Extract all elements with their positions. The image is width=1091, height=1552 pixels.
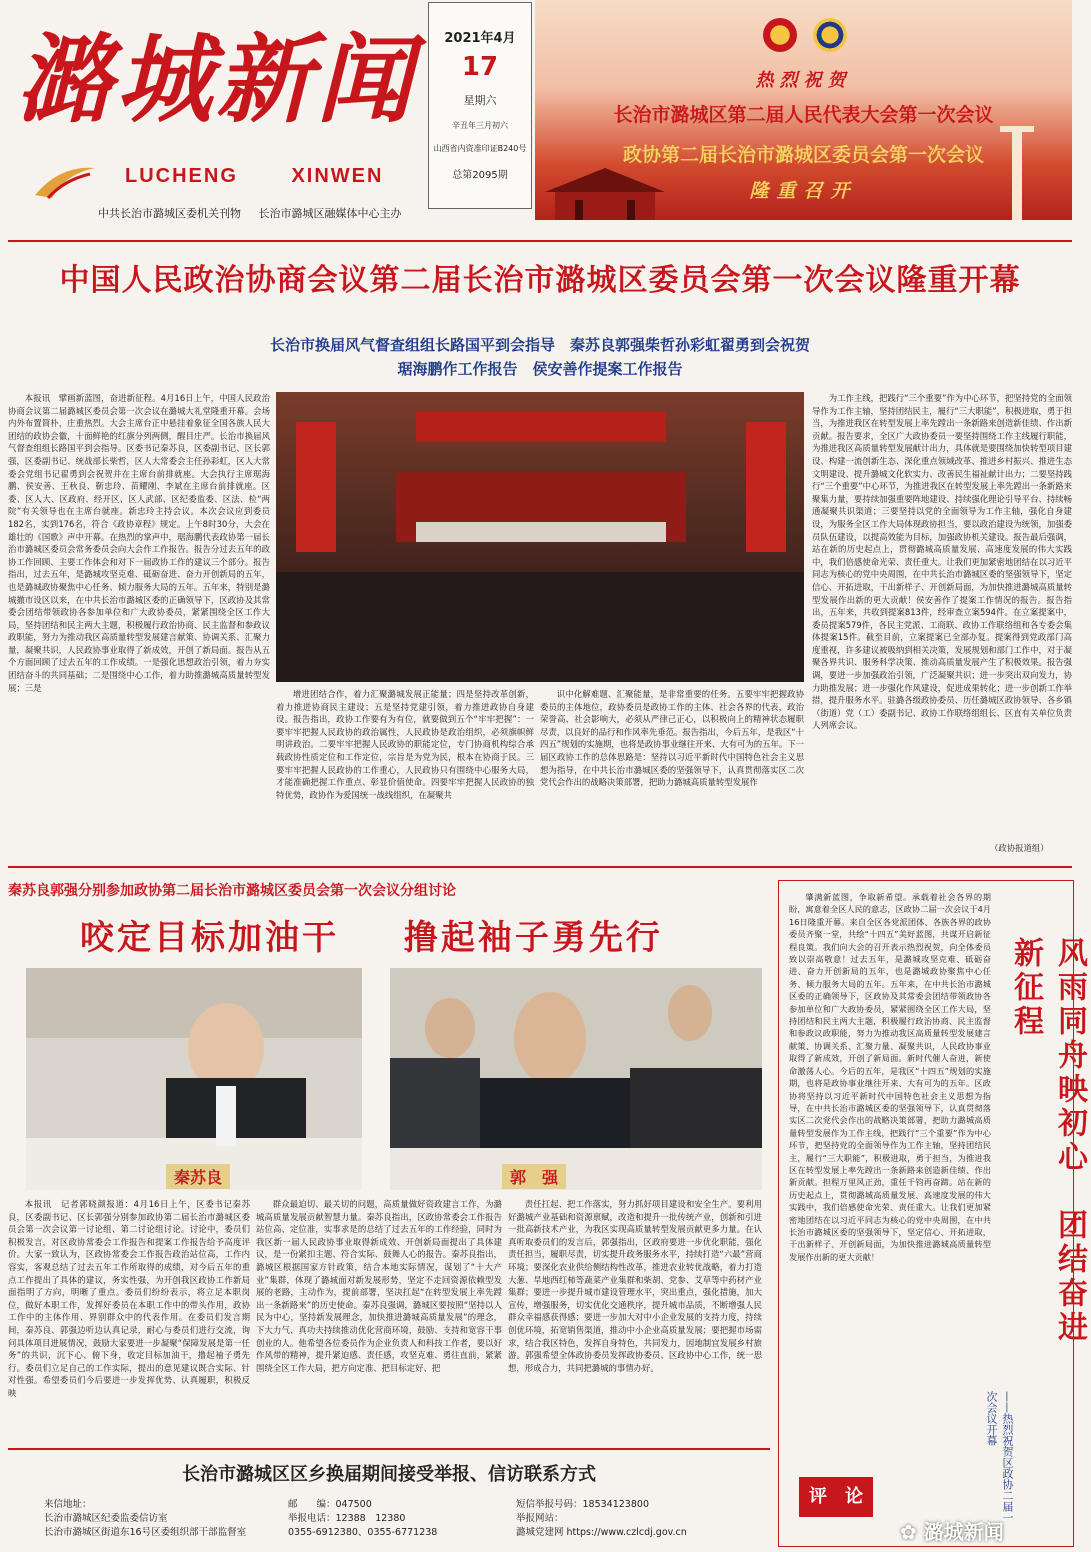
logo-swoosh-icon [30,160,100,200]
watermark [900,1516,1004,1545]
national-emblem-icon [763,18,797,52]
lead-column-4-text: 为工作主线，把践行“三个重要”作为中心环节，把坚持党的全面领导作为工作主轴，坚持团结民主，履行“三大职能”，积极进取，勇于担当，为推进我区在转型发展上率先蹚出一条新路来创造新佳绩、作出新贡献。报告要求，全区广大政协委员一要坚持围绕工作主线履行职能，为推进我区高质量转型发展献计出力，具体就是要围绕加快转型项目建设、构建一流创新生态、深化重点领域改革、推进乡村振兴、推进生态文明建设、提升潞城文化软实力、改善民生福祉献计出力；二要坚持践行“三个重要”中心环节，为推进我区在转型发展上率先蹚出一条新路来聚集力量，要持续加强重要阵地建设、持续强化理论引导平台、持续畅通凝聚共识渠道；三要坚持以党的全面领导为工作主轴，强化自身建设，为服务全区工作大局体现政协担当，要以政治建设为统领，加强委员队伍建设，以提高效能为目标，加强政协机关建设。报告最后强调，站在新的历史起点上，贯彻潞城高质量发展、高速度发展的伟大实践中，我们倍感使命光荣、责任重大。让我们更加紧密地团结在以习近平同志为核心的党中央周围，在中共长治市潞城区委的坚强领导下，坚定信心、开拓进取，干出新样子、开创新局面，为加快推进潞城高质量转型发展作出新的更大贡献！侯安善作了提案工作情况的报告。报告指出，五年来，共收到提案813件，经审查立案594件。在立案提案中，委员提案579件，各民主党派、工商联、政协工作联络组和各专委会集体提案15件。截至目前，立案提案已全部办复。提案得到党政部门高度重视，许多建议被吸纳到相关决策，发展规划和部门工作中，对于凝聚各界共识、服务科学决策、推动高质量发展产生了积极效果。报告强调，要进一步加强政治引领，广泛凝聚共识；进一步突出双向发力，协力助推发展；进一步强化作风建设，促进成果转化；进一步创新工作举措，提升服务水平。驻潞各级政协委员、历任潞城区政协领导、各乡镇（街道）党（工）委副书记、政协工作联络组组长、区直有关单位负责人列席会议。 [812,393,1072,731]
lead-column-2 [276,688,534,856]
commentary-body-text: 肇满新蓝图，争取新希望。承载着社会各界的期盼，寓意着全区人民的意志，区政协二届一次会议于4月16日隆重开幕。来自全区各党派团体、各族各界的政协委员齐聚一堂，共绘“十四五”美好蓝图，共谋开启新征程良策。我们向大会的召开表示热烈祝贺，向全体委员致以崇高敬意！过去五年，是潞城攻坚克难、砥砺奋进、奋力开创新局的五年，也是潞城政协聚焦中心任务、倾力服务大局的五年。五年来，在中共长治市潞城区委的正确领导下，区政协及其常委会团结带领政协各参加单位和广大政协委员，紧紧围绕全区工作大局，坚持团结和民主两大主题，积极履行政治协商、民主监督和参政议政职能，努力为推动我区高质量转型发展建言献策、协调关系、汇聚力量、凝聚共识，人民政协事业取得了新成效，开创了新局面。新时代催人奋进，新使命激荡人心。今后的五年，是我区“十四五”规划的实施期，也将是政协事业继往开来、大有可为的五年。区政协将坚持以习近平新时代中国特色社会主义思想为指导，在中共长治市潞城区委的坚强领导下，认真贯彻落实区二次党代会作出的战略决策部署，把助力潞城高质量转型发展作为工作主线，把践行“三个重要”作为中心环节，把坚持党的全面领导作为工作主轴，坚持团结民主，履行“三大职能”，积极进取，勇于担当，为推进我区在转型发展上率先蹚出一条新路来创造新佳绩、作出新贡献。担程万里风正劲，重任千钧再奋蹄。站在新的历史起点上，贯彻潞城高质量发展、高速度发展的伟大实践中，我们倍感使命光荣、责任重大。让我们更加紧密地团结在以习近平同志为核心的党中央周围，在中共长治市潞城区委的坚强领导下，坚定信心、开拓进取，干出新样子、开创新局面，为加快推进潞城高质量转型发展作出新的更大贡献！ [789,892,991,1262]
photo-guo-qiang [390,968,762,1190]
sponsor-a: 中共长治市潞城区委机关刊物 [98,207,241,220]
section2-column-3 [508,1198,762,1444]
photo-qin-suliang-image [26,968,362,1190]
notice-tel: 举报电话：12388 12380 [288,1513,406,1524]
section2-column-2-text: 群众最迫切、最关切的问题，高质量做好资政建言工作，为潞城高质量发展贡献智慧力量。秦苏良指出，区政协常委会工作报告站位高、定位准，实事求是的总结了过去五年的工作经验，同时为我区新一届人民政协事业取得新成效、开创新局面提出了具体建议，是一份紧扣主题、符合实际、鼓舞人心的报告。秦苏良指出，潞城区根据国家方针政策，结合本地实际情况，谋划了“十大产业”集群，体现了潞城面对新发展形势，坚定不走回资源依赖型发展的老路，主动作为，提前部署，坚决扛起“在转型发展上率先蹚出一条新路来”的历史使命。秦苏良强调，潞城区要按照“坚持以人民为中心，坚持新发展理念，加快推进潞城高质量发展”的理念，下大力气、真功夫持续推动优化营商环境，鼓励、支持和宽容干事创业的人。他希望各位委员作为企业负责人和科技工作者，要以好作风带的精神，提升紧迫感、责任感，攻坚克难、勇往直前，紧紧围绕全区工作大局，把方向定准、把目标定好、把 [256,1199,502,1373]
lead-subhead-2: 琚海鹏作工作报告 侯安善作提案工作报告 [397,360,683,378]
commentary-box [778,880,1087,1547]
lead-headline: 中国人民政治协商会议第二届长治市潞城区委员会第一次会议隆重开幕 [59,263,1021,298]
section2-headline-left: 咬定目标加油干 [80,918,339,958]
section2-headline-right: 撸起袖子勇先行 [403,918,663,958]
section2-column-1 [8,1198,250,1444]
date-weekday: 星期六 [463,94,497,107]
notice-tel-2: 0355-6912380、0355-6771238 [288,1527,438,1538]
assembly-hall-photo [276,392,804,682]
watermark-icon: ✿ [900,1520,917,1544]
notice-postcode: 邮 编：047500 [288,1499,372,1510]
banner-greeting: 热烈祝贺 [755,70,852,91]
lead-column-3 [540,688,804,856]
masthead-english [125,165,383,188]
section-rule [8,866,1072,868]
section2-column-3-text: 责任扛起、把工作落实，努力抓好项目建设和安全生产。要利用好潞城产业基础和资源禀赋，改造和提升一批传统产业，创新和引进一批高新技术产业，为我区实现高质量转型发展贡献更多力量。在认真听取委员们的发言后，郭强指出，区政府要进一步优化职能，强化责任担当，履职尽责，切实提升政务服务水平，持续打造“六最”营商环境；要深化农业供给侧结构性改革，推进农业转优战略，着力打造大葱、旱地西红柿等蔬菜产业集群和柴胡、党参、艾草等中药材产业集群；要进一步提升城市建设管理水平，突出重点，强化措施，加大宣传，增强服务，切实优化交通秩序，提升城市品质，不断增强人民群众幸福感获得感；要进一步加大对中小企业发展的支持力度，持续创优环境，拓宽销售渠道，推动中小企业高质量发展；要把握市场需求，结合我区特色，发挥自身特色，共同发力，因地制宜发展乡村旅游。郭强希望全体政协委员发挥政协委员、区政协中心工作，统一思想，形成合力，共同把潞城的事情办好。 [508,1199,762,1373]
sponsor-b: 长治市潞城区融媒体中心主办 [258,207,402,220]
notice-address-block [44,1498,246,1540]
photo-guo-qiang-image [390,968,762,1190]
lead-subhead-1: 长治市换届风气督查组组长路国平到会指导 秦苏良郭强柴哲孙彩虹翟勇到会祝贺 [269,336,810,354]
masthead-title: 潞城新闻 [16,23,416,136]
issue-number: 总第2095期 [452,170,508,181]
lead-column-4 [812,392,1072,840]
notice-addr-1: 长治市潞城区纪委监委信访室 [44,1513,168,1524]
nameplate-guo: 郭 强 [502,1164,566,1189]
notice-sms: 短信举报号码：18534123800 [516,1499,649,1510]
commentary-body [789,891,991,1531]
photo-qin-suliang [26,968,362,1190]
date-box [428,2,532,209]
section2-headline [80,910,663,959]
date-lunar: 辛丑年三月初六 [452,121,508,130]
commentary-subtitle: ——热烈祝贺区政协二届一次会议开幕 [985,1391,1014,1523]
watermark-text: 潞城新闻 [923,1520,1004,1544]
english-left: LUCHENG [125,165,238,187]
assembly-hall-photo-image [276,392,804,682]
commentary-title: 风雨同舟映初心 团结奋进新征程 [1008,937,1087,1345]
notice-box [8,1448,770,1550]
nameplate-qin: 秦苏良 [166,1164,230,1189]
lead-column-1 [8,392,270,854]
lead-column-1-text: 本报讯 擘画新蓝图，奋进新征程。4月16日上午，中国人民政治协商会议第二届潞城区委员会第一次会议在潞城大礼堂隆重开幕。会场内外布置简朴，庄重热烈。大会主席台正中悬挂着象征全国各族人民大团结的政协会徽，十面鲜艳的红旗分列两侧，醒目庄严。长治市换届风气督查组组长路国平到会指导。区委书记秦苏良，区委副书记、区长郭强，区委副书记、统战部长柴哲，区人大常委会主任孙彩虹，区人大常委会党组书记翟勇到会祝贺并在主席台前排就座。大会执行主席琚海鹏、侯安善、王秋良、靳忠玲、苗耀刚、李斌在主席台前排就座。区委、区人大、区政府、经开区、区人武部、区纪委监委、区法、检“两院”有关领导也在主席台就座。新忠玲主持会议。本次会议应到委员182名，实到176名，符合《政协章程》规定。上午8时30分，大会在雄壮的《国歌》声中开幕。在热烈的掌声中，琚海鹏代表政协第一届长治市潞城区委员会常务委员会向大会作工作报告。报告分过去五年的政协工作回顾、主要工作体会和对下一届政协工作的建议三个部分。报告指出，过去五年，是潞城攻坚克难、砥砺奋进、奋力开创新局的五年，也是潞城政协聚焦中心任务、倾力服务大局的五年。五年来，特别是潞城撤市设区以来，在中共长治市潞城区委的正确领导下，区政协及其常委会团结带领政协各参加单位和广大政协委员，紧紧围绕全区工作大局，坚持团结和民主两大主题，积极履行政治协商、民主监督和参政议政职能，努力为推动我区高质量转型发展建言献策、协调关系、汇聚力量，凝聚共识，人民政协事业取得了新成效，开创了新局面。报告从五个方面回顾了过去五年的工作成绩。一是强化思想政治引领，着力夯实团结奋斗的共同基础；二是围绕中心工作，着力助推潞城高质量转型发展；三是 [8,393,270,693]
notice-web-link[interactable]: 潞城党建网 https://www.czlcdj.gov.cn [516,1527,687,1538]
cppcc-emblem-icon [813,18,847,52]
commentary-label: 评 论 [799,1477,873,1517]
section2-column-1-text: 本报讯 记者郭晓颜报道：4月16日上午，区委书记秦苏良，区委副书记、区长郭强分别参加政协第二届长治市潞城区委员会第一次会议第一讨论组、第二讨论组讨论。讨论中，委员们积极发言，对区政协常委会工作报告和提案工作报告给予高度评价。大家一致认为，区政协常委会工作报告政治站位高，工作内容实，客观总结了过去五年工作所取得的成绩，对今后五年的重点工作提出了具体的建议，务实性强，为开创我区政协工作新局面指明了方向，明晰了重点。委员们纷纷表示，将立足本职岗位，做好本职工作，发挥好委员在本职工作中的带头作用，政协工作中的主体作用、界别群众中的代表作用。在委员们发言期间，秦苏良、郭强边听边认真记录，耐心与委员们进行交流，询问具体项目进展情况，鼓励大家要进一步凝聚“保障发展是第一任务”的共识，沉下心、俯下身，收定目标加油干，撸起袖子勇先行。委员们立足自己的工作实际，提出的意见建议既合实际、针对性强。希望委员们今后要进一步发挥优势、认真履职，积极反映 [8,1199,250,1398]
print-permit: 山西省内资准印证B240号 [433,144,527,153]
celebration-banner [535,0,1072,220]
tiananmen-icon [545,150,665,220]
masthead-rule [8,240,1072,242]
banner-line3: 隆重召开 [749,180,858,202]
english-right: XINWEN [291,165,384,187]
section2-column-2 [256,1198,502,1444]
notice-title: 长治市潞城区区乡换届期间接受举报、信访联系方式 [182,1464,596,1485]
lead-byline: （政协报道组） [990,843,1049,853]
date-year-month: 2021年4月 [444,31,516,46]
date-day: 17 [461,52,499,82]
sponsor-line [98,205,402,221]
banner-line2: 政协第二届长治市潞城区委员会第一次会议 [622,144,984,166]
section2-kicker: 秦苏良郭强分别参加政协第二届长治市潞城区委员会第一次会议分组讨论 [8,883,456,899]
lead-column-3-text: 识中化解难题、汇聚能量，是非常重要的任务。五要牢牢把握政协委员的主体地位，政协委员是政协工作的主体、社会各界的代表，政治荣誉高、社会影响大，必须从严律己正心，以积极向上的精神状态履职尽责，以良好的品行和作风率先垂范。报告指出，今后五年，是我区“十四五”规划的实施期，也将是政协事业继往开来、大有可为的五年。下一届区政协工作的总体思路是：坚持以习近平新时代中国特色社会主义思想为指导，在中共长治市潞城区委的坚强领导下，认真贯彻落实区二次党代会作出的战略决策部署，把助力潞城高质量转型发展作 [540,689,804,788]
lead-column-2-text: 增进团结合作，着力汇聚潞城发展正能量；四是坚持改革创新，着力推进协商民主建设；五是坚持党建引领，着力推进政协自身建设。报告指出，政协工作要有为有位，就要做到五个“牢牢把握”：一要牢牢把握人民政协的政治属性，人民政协是政治组织，必须旗帜鲜明讲政治。二要牢牢把握人民政协的职能定位，专门协商机构综合承载政协性质定位和工作定位，宗旨是为党为民，根本在协商于民。三要牢牢把握人民政协的工作重心，人民政协只有围绕中心服务大局，才能准确把握工作重点、彰显价值使命。四要牢牢把握人民政协的独特优势，政协作为爱国统一战线组织，在凝聚共 [276,689,534,800]
huabiao-pillar-icon [972,110,1062,220]
banner-line1: 长治市潞城区第二届人民代表大会第一次会议 [613,104,994,126]
notice-web-block [516,1498,687,1540]
notice-addr-2: 长治市潞城区街道东16号区委组织部干部监督室 [44,1527,247,1538]
notice-addr-label: 来信地址： [44,1499,92,1510]
notice-phone-block [288,1498,437,1540]
notice-web-label: 举报网站： [516,1513,564,1524]
